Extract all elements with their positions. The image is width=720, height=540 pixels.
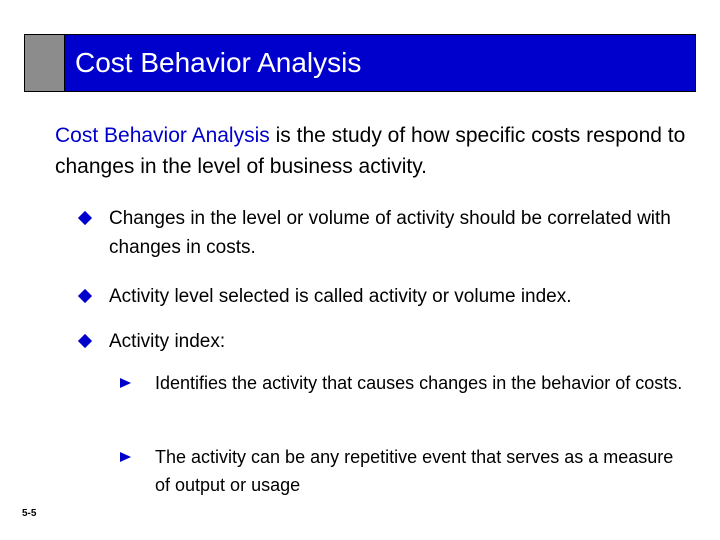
- diamond-bullet-icon: [76, 282, 109, 311]
- bullet-item: [76, 204, 676, 262]
- bullet-item: [76, 327, 676, 356]
- slide-title: Cost Behavior Analysis: [75, 47, 362, 78]
- arrow-bullet-icon: [118, 443, 155, 471]
- intro-paragraph: [55, 120, 695, 182]
- bullet-item: [76, 282, 676, 311]
- intro-term: Cost Behavior Analysis: [55, 124, 270, 147]
- sub-bullet-item: [118, 443, 688, 499]
- sub-bullet-item: [118, 369, 688, 397]
- bullet-text: Changes in the level or volume of activity should be correlated with changes in costs.: [109, 208, 671, 258]
- diamond-bullet-icon: [76, 204, 109, 233]
- title-fill: [65, 35, 695, 91]
- bullet-text: Activity level selected is called activity or volume index.: [109, 286, 572, 307]
- intro-rest: is the study of how specific costs respond to changes in the level of business activity.: [55, 124, 686, 178]
- bullet-text: Activity index:: [109, 331, 226, 352]
- sub-bullet-text: The activity can be any repetitive event that serves as a measure of output or usage: [155, 447, 674, 495]
- diamond-bullet-icon: [76, 327, 109, 356]
- arrow-bullet-icon: [118, 369, 155, 397]
- slide-number: 5-5: [22, 508, 37, 519]
- title-accent-block: [25, 35, 65, 91]
- title-bar: [24, 34, 696, 92]
- sub-bullet-text: Identifies the activity that causes changes in the behavior of costs.: [155, 373, 683, 393]
